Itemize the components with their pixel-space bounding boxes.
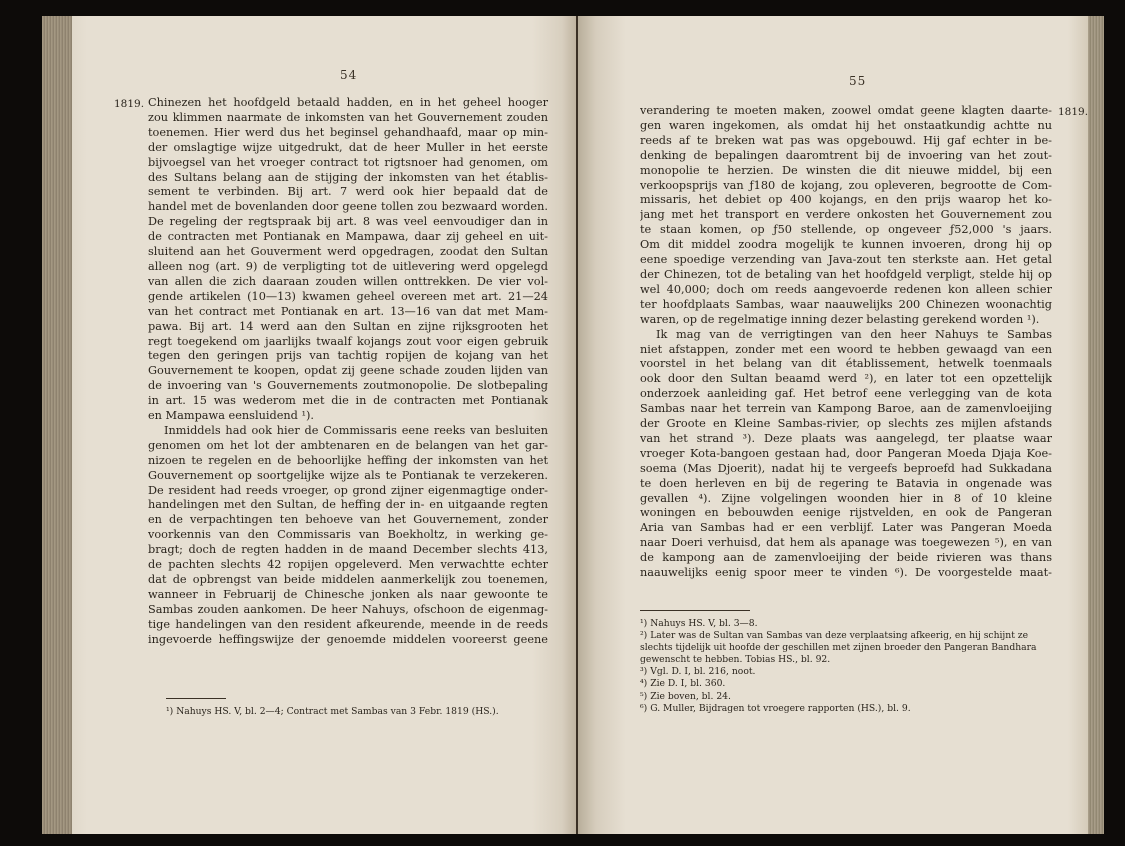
footnote: ⁶) G. Muller, Bijdragen tot vroegere rapporten (HS.), bl. 9. (640, 702, 911, 714)
text-line: tige handelingen van den resident afkeurende, meende in de reeds (148, 617, 548, 631)
right-page-number: 55 (849, 74, 867, 88)
text-line: zou klimmen naarmate de inkomsten van het Gouvernement zouden (148, 110, 548, 124)
text-line: verkoopsprijs van ƒ180 de kojang, zou opleveren, begrootte de Com- (640, 178, 1052, 192)
text-line: regt toegekend om jaarlijks twaalf kojangs zout voor eigen gebruik (148, 334, 548, 348)
left-page (42, 16, 576, 834)
text-line: De regeling der regtspraak bij art. 8 was veel eenvoudiger dan in (148, 215, 548, 229)
text-line: te doen herleven en bij de regering te Batavia in ongenade was (640, 476, 1052, 490)
text-line: de invoering van 's Gouvernements zoutmonopolie. De slotbepaling (148, 379, 548, 393)
right-footnote-rule (640, 610, 750, 611)
footnote: ¹) Nahuys HS. V, bl. 2—4; Contract met Sambas van 3 Febr. 1819 (HS.). (166, 706, 499, 717)
footnote: ¹) Nahuys HS. V, bl. 3—8. (640, 618, 758, 629)
text-line: wel 40,000; doch om reeds aangevoerde redenen kon alleen schier (640, 282, 1052, 296)
text-line: toenemen. Hier werd dus het beginsel gehandhaafd, maar op min- (148, 125, 548, 139)
text-line: Sambas zouden aankomen. De heer Nahuys, ofschoon de eigenmag- (148, 602, 548, 616)
text-line: naauwelijks eenig spoor meer te vinden ⁶). De voorgestelde maat- (640, 566, 1052, 580)
left-body-text (148, 96, 548, 648)
text-line: ingevoerde heffingswijze der genoemde middelen vooreerst geene (148, 632, 548, 646)
text-line: verandering te moeten maken, zoowel omdat geene klagten daarte- (640, 104, 1052, 117)
text-line: monopolie te herzien. De winsten die dit nieuwe middel, bij een (640, 163, 1052, 177)
text-line: missaris, het debiet op 400 kojangs, en den prijs waarop het ko- (640, 193, 1052, 207)
text-line: Gouvernement te koopen, opdat zij geene schade zouden lijden van (148, 364, 548, 378)
text-line: de kampong aan de zamenvloeijing der beide rivieren was thans (640, 551, 1052, 565)
text-line: voorstel in het belang van dit établissement, hetwelk toenmaals (640, 357, 1052, 371)
right-page (578, 16, 1104, 834)
footnote: ³) Vgl. D. I, bl. 216, noot. (640, 666, 756, 678)
text-line: der Chinezen, tot de betaling van het hoofdgeld verpligt, stelde hij op (640, 267, 1052, 281)
text-line: woningen en bebouwden eenige rijstvelden, en ook de Pangeran (640, 506, 1052, 520)
text-line: te staan komen, op ƒ50 stellende, op ongeveer ƒ52,000 's jaars. (640, 223, 1052, 237)
footnote: ²) Later was de Sultan van Sambas van deze verplaatsing afkeerig, en hij schijnt ze slechts tijdelijk uit hoofde der geschillen met zijnen broeder den Pangeran Bandhara gewenscht te hebben. Tobias HS., bl. 92. (640, 630, 1037, 666)
text-line: de pachten slechts 42 ropijen opgeleverd. Men verwachtte echter (148, 558, 548, 572)
text-line: soema (Mas Djoerit), nadat hij te vergeefs beproefd had Sukkadana (640, 461, 1052, 475)
text-line: en Mampawa eensluidend ¹). (148, 409, 315, 423)
right-body-text (640, 104, 1052, 581)
left-footnotes (166, 706, 536, 718)
text-line: handel met de bovenlanden door geene tollen zou bezwaard worden. (148, 200, 548, 214)
text-line: tegen den geringen prijs van tachtig ropijen de kojang van het (148, 349, 548, 363)
text-line: van het strand ³). Deze plaats was aangelegd, ter plaatse waar (640, 431, 1052, 445)
text-line: niet afstappen, zonder met een woord te hebben gewaagd van een (640, 342, 1052, 356)
text-line: ter hoofdplaats Sambas, waar naauwelijks 200 Chinezen woonachtig (640, 297, 1052, 311)
text-line: pawa. Bij art. 14 werd aan den Sultan en zijne rijksgrooten het (148, 319, 548, 333)
text-line: naar Doeri verhuisd, dat hem als apanage was toegewezen ⁵), en van (640, 536, 1052, 550)
text-line: eene spoedige verzending van Java-zout ten sterkste aan. Het getal (640, 253, 1052, 267)
text-line: Gouvernement op soortgelijke wijze als te Pontianak te verzekeren. (148, 468, 548, 482)
text-line: van allen die zich daaraan zouden willen onttrekken. De vier vol- (148, 274, 548, 288)
page-edges-right (1088, 16, 1104, 834)
text-line: Chinezen het hoofdgeld betaald hadden, en in het geheel hooger (148, 96, 548, 109)
right-footnotes (640, 618, 1052, 715)
text-line: en de verpachtingen ten behoeve van het Gouvernement, zonder (148, 513, 548, 527)
text-line: der Groote en Kleine Sambas-rivier, op slechts zes mijlen afstands (640, 417, 1052, 431)
text-line: gevallen ⁴). Zijne volgelingen woonden hier in 8 of 10 kleine (640, 491, 1052, 505)
text-line: in art. 15 was wederom met die in de contracten met Pontianak (148, 394, 548, 408)
footnote: ⁴) Zie D. I, bl. 360. (640, 678, 726, 690)
text-line: vroeger Kota-bangoen gestaan had, door Pangeran Moeda Djaja Koe- (640, 446, 1052, 460)
text-line: gen waren ingekomen, als omdat hij het onstaatkundig achtte nu (640, 118, 1052, 132)
left-footnote-rule (166, 698, 226, 699)
page-edges-left (42, 16, 72, 834)
text-line: Ik mag van de verrigtingen van den heer Nahuys te Sambas (656, 327, 1052, 341)
text-line: bijvoegsel van het vroeger contract tot rigtsnoer had genomen, om (148, 155, 548, 169)
text-line: bragt; doch de regten hadden in de maand December slechts 413, (148, 543, 548, 557)
open-book (42, 16, 1104, 834)
text-line: Sambas naar het terrein van Kampong Baroe, aan de zamenvloeijing (640, 402, 1052, 416)
text-line: van het contract met Pontianak en art. 13—16 van dat met Mam- (148, 304, 548, 318)
text-line: Om dit middel zoodra mogelijk te kunnen invoeren, drong hij op (640, 238, 1052, 252)
text-line: voorkennis van den Commissaris van Boekholtz, in werking ge- (148, 528, 548, 542)
text-line: alleen nog (art. 9) de verpligting tot de uitlevering werd opgelegd (148, 259, 548, 273)
text-line: wanneer in Februarij de Chinesche jonken als naar gewoonte te (148, 587, 548, 601)
footnote: ⁵) Zie boven, bl. 24. (640, 690, 731, 702)
text-line: ook door den Sultan beaamd werd ²), en later tot een opzettelijk (640, 372, 1052, 386)
text-line: denking de bepalingen daaromtrent bij de invoering van het zout- (640, 148, 1052, 162)
text-line: gende artikelen (10—13) kwamen geheel overeen met art. 21—24 (148, 289, 548, 303)
text-line: Inmiddels had ook hier de Commissaris eene reeks van besluiten (164, 423, 548, 437)
text-line: de contracten met Pontianak en Mampawa, daar zij geheel en uit- (148, 230, 548, 244)
text-line: der omslagtige wijze uitgedrukt, dat de heer Muller in het eerste (148, 140, 548, 154)
text-line: waren, op de regelmatige inning dezer belasting gerekend worden ¹). (640, 312, 1040, 326)
text-line: nizoen te regelen en de behoorlijke heffing der inkomsten van het (148, 453, 548, 467)
right-margin-year: 1819. (1058, 106, 1089, 118)
text-line: jang met het transport en verdere onkosten het Gouvernement zou (640, 208, 1052, 222)
text-line: De resident had reeds vroeger, op grond zijner eigenmagtige onder- (148, 483, 548, 497)
text-line: handelingen met den Sultan, de heffing der in- en uitgaande regten (148, 498, 548, 512)
text-line: reeds af te breken wat pas was opgebouwd. Hij gaf echter in be- (640, 133, 1052, 147)
left-margin-year: 1819. (114, 98, 145, 110)
text-line: genomen om het lot der ambtenaren en de belangen van het gar- (148, 438, 548, 452)
left-page-number: 54 (340, 68, 358, 82)
text-line: dat de opbrengst van beide middelen aanmerkelijk zou toenemen, (148, 573, 548, 586)
text-line: Aria van Sambas had er een verblijf. Later was Pangeran Moeda (640, 521, 1052, 535)
text-line: des Sultans belang aan de stijging der inkomsten van het établis- (148, 170, 548, 184)
text-line: onderzoek aanleiding gaf. Het betrof eene verlegging van de kota (640, 387, 1052, 401)
text-line: sement te verbinden. Bij art. 7 werd ook hier bepaald dat de (148, 185, 548, 199)
text-line: sluitend aan het Gouverment werd opgedragen, zoodat den Sultan (148, 245, 548, 259)
